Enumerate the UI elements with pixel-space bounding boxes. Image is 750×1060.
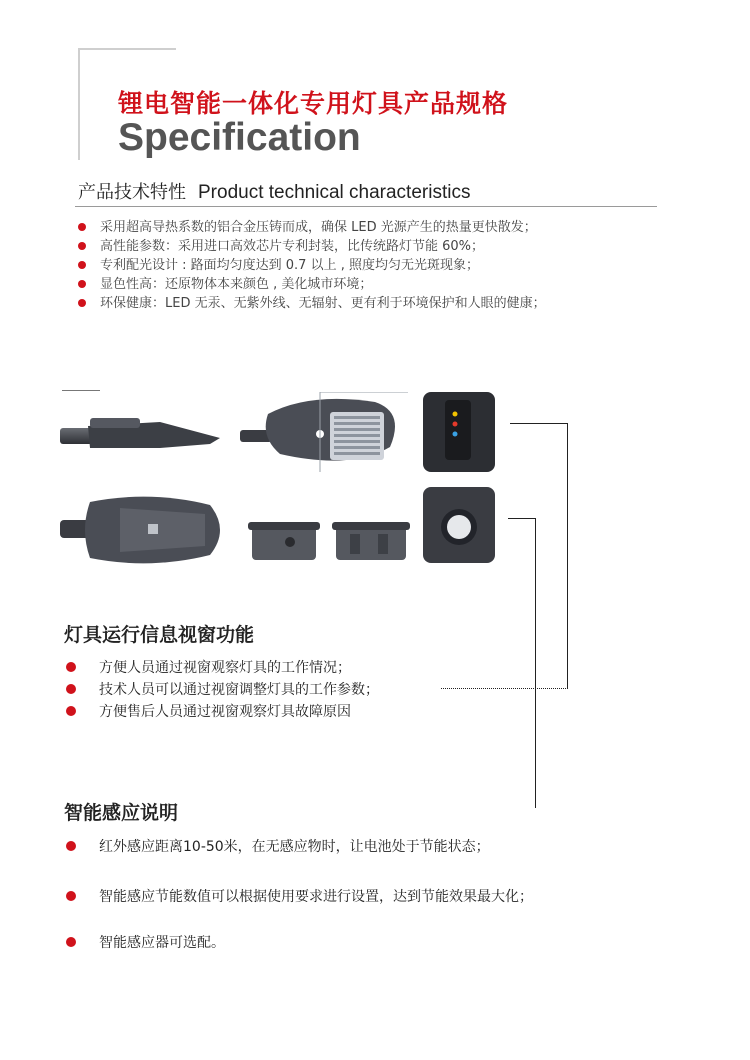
battery-box-lid-shape	[248, 522, 320, 530]
list-item: 技术人员可以通过视窗调整灯具的工作参数；	[66, 679, 379, 701]
bullet-icon	[66, 662, 76, 672]
lamp-top-rib-shape	[120, 508, 205, 552]
page-title-cn: 锂电智能一体化专用灯具产品规格	[118, 89, 509, 118]
window-slot-shape	[445, 400, 471, 460]
section-divider	[75, 206, 657, 207]
list-item: 智能感应器可选配。	[66, 932, 533, 954]
image-rule	[62, 390, 100, 391]
window-section-heading: 灯具运行信息视窗功能	[64, 624, 255, 646]
battery-box-shape	[336, 526, 406, 560]
bullet-icon	[78, 261, 86, 269]
technical-heading-cn: 产品技术特性	[78, 182, 186, 203]
screw-icon	[285, 537, 295, 547]
list-item: 红外感应距离10-50米，在无感应物时，让电池处于节能状态；	[66, 836, 533, 858]
technical-heading-en: Product technical characteristics	[198, 182, 471, 203]
bullet-icon	[66, 891, 76, 901]
header-frame-gap	[176, 46, 184, 50]
battery-box-side-photo	[330, 520, 412, 564]
label-plate-shape	[148, 524, 158, 534]
red-led-icon	[453, 422, 458, 427]
technical-section-heading	[78, 178, 470, 204]
callout-line	[535, 518, 536, 808]
lamp-side-view-photo	[60, 408, 230, 468]
yellow-led-icon	[453, 412, 458, 417]
battery-box-shape	[252, 526, 316, 560]
battery-box-front-photo	[246, 520, 322, 564]
callout-line	[510, 423, 568, 424]
callout-leader-dotted	[441, 688, 568, 689]
bullet-icon	[78, 223, 86, 231]
connector-shape	[378, 534, 388, 554]
bullet-icon	[78, 299, 86, 307]
sensor-closeup-photo	[423, 487, 495, 563]
list-item: 高性能参数：采用进口高效芯片专利封装，比传统路灯节能 60%；	[78, 237, 546, 256]
sensor-lens-icon	[447, 515, 471, 539]
callout-line	[508, 518, 536, 519]
technical-feature-list	[78, 218, 546, 313]
bullet-icon	[78, 280, 86, 288]
bullet-icon	[66, 684, 76, 694]
bullet-icon	[66, 706, 76, 716]
bullet-icon	[66, 841, 76, 851]
lamp-cap-shape	[90, 418, 140, 428]
connector-shape	[350, 534, 360, 554]
page-title-en: Specification	[118, 116, 361, 159]
indicator-window-closeup-photo	[423, 392, 495, 472]
list-item: 方便售后人员通过视窗观察灯具故障原因	[66, 701, 379, 723]
sensor-feature-list	[66, 836, 533, 954]
list-item: 方便人员通过视窗观察灯具的工作情况；	[66, 657, 379, 679]
bullet-icon	[66, 937, 76, 947]
list-item: 显色性高：还原物体本来颜色 , 美化城市环境；	[78, 275, 546, 294]
lamp-top-view-photo	[60, 490, 228, 570]
lamp-led-view-photo	[240, 392, 408, 472]
list-item: 环保健康：LED 无汞、无紫外线、无辐射、更有利于环境保护和人眼的健康；	[78, 294, 546, 313]
list-item: 专利配光设计 : 路面均匀度达到 0.7 以上 , 照度均匀无光斑现象；	[78, 256, 546, 275]
battery-box-lid-shape	[332, 522, 410, 530]
blue-led-icon	[453, 432, 458, 437]
callout-line	[567, 423, 568, 688]
sensor-section-heading: 智能感应说明	[64, 802, 179, 824]
window-feature-list	[66, 657, 379, 723]
list-item: 智能感应节能数值可以根据使用要求进行设置，达到节能效果最大化；	[66, 886, 533, 908]
bullet-icon	[78, 242, 86, 250]
list-item: 采用超高导热系数的铝合金压铸而成，确保 LED 光源产生的热量更快散发；	[78, 218, 546, 237]
